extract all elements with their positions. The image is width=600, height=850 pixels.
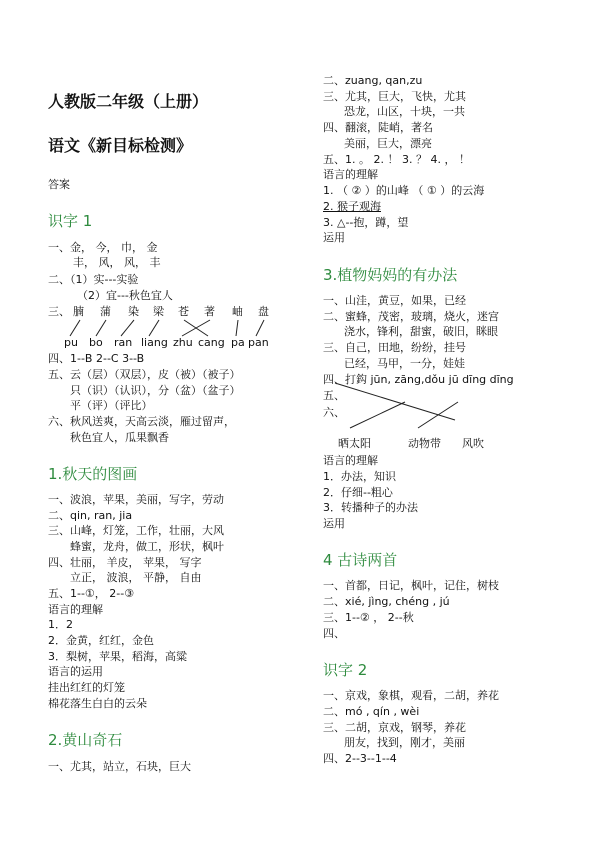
line: 美丽，巨大，漂亮 (344, 137, 432, 150)
match-word: 梁 (153, 305, 164, 318)
line: 一、首都，日记，枫叶，记住，树枝 (323, 579, 499, 592)
line: 三、尤其，巨大，飞快，尤其 (323, 90, 466, 103)
line: 朋友，找到，刚才，美丽 (344, 736, 465, 749)
line: 三、山峰，灯笼，工作，壮丽，大风 (48, 524, 224, 537)
line: 五、云（层）（双层），皮（被）（被子） (48, 368, 241, 381)
section-title-plants: 3.植物妈妈的有办法 (323, 266, 458, 284)
line: 一、波浪，苹果，美丽，写字，劳动 (48, 493, 224, 506)
match-pinyin: bo (89, 336, 103, 349)
match-line (335, 383, 455, 420)
line: 六、 (323, 406, 345, 419)
section-title-huangshan: 2.黄山奇石 (48, 731, 123, 749)
doc-title: 人教版二年级（上册） (48, 92, 209, 111)
line: 三、自己，田地，纷纷，挂号 (323, 341, 466, 354)
match-word: 岫 (232, 305, 243, 318)
match-pinyin: ran (114, 336, 133, 349)
section-title-shizi1: 识字 1 (48, 212, 93, 230)
line: 蜂蜜，龙舟，做工，形状，枫叶 (70, 540, 224, 553)
section-title-shizi2: 识字 2 (323, 661, 368, 679)
match-pinyin: pan (248, 336, 269, 349)
line: 秋色宜人，瓜果飘香 (70, 431, 169, 444)
match-label: 三、 (48, 305, 70, 318)
line: 3．梨树，苹果，稻海，高粱 (48, 650, 187, 663)
line: 四、壮丽， 羊皮， 苹果， 写字 (48, 556, 202, 569)
match-item: 动物带 (408, 437, 441, 450)
line: 已经，马甲，一分，娃娃 (344, 357, 465, 370)
doc-subtitle: 语文《新目标检测》 (48, 136, 193, 155)
line: 2．仔细--粗心 (323, 486, 393, 499)
line: 五、1--①， 2--③ (48, 587, 135, 600)
line: 3. △--抱，蹲，望 (323, 216, 409, 229)
line: 三、1--② ， 2--秋 (323, 611, 414, 624)
match-item: 晒太阳 (338, 437, 371, 450)
line: 浇水，锋利，甜蜜，破旧，眯眼 (344, 325, 498, 338)
line: 二、qin, ran, jia (48, 509, 133, 522)
line: 语言的理解 (48, 603, 103, 616)
line: 1．办法，知识 (323, 470, 396, 483)
match-word: 盘 (258, 305, 269, 318)
match-pinyin: cang (198, 336, 225, 349)
line: 运用 (323, 517, 345, 530)
match-line (350, 402, 405, 428)
line: 三、二胡，京戏，钢琴，养花 (323, 721, 466, 734)
line: 四、1--B 2--C 3--B (48, 352, 145, 365)
section-title-autumn: 1.秋天的图画 (48, 465, 138, 483)
line: 五、 (323, 389, 345, 402)
match-word: 著 (204, 305, 215, 318)
line: 运用 (323, 231, 345, 244)
line: 语言的理解 (323, 168, 378, 181)
line: 四、2--3--1--4 (323, 752, 397, 765)
line: 平（评）（评比） (70, 399, 153, 412)
match-pinyin: pu (64, 336, 78, 349)
match-pinyin: zhu (173, 336, 193, 349)
match-word: 蒲 (100, 305, 111, 318)
line: 一、尤其，站立，石块，巨大 (48, 760, 191, 773)
line: 一、山洼，黄豆，如果，已经 (323, 294, 466, 307)
line: 恐龙，山区，十块，一共 (344, 105, 465, 118)
line: 语言的运用 (48, 665, 103, 678)
match-pinyin: pa (231, 336, 245, 349)
line: 语言的理解 (323, 454, 378, 467)
line: （2）宜---秋色宜人 (77, 289, 173, 302)
answer-label: 答案 (48, 178, 70, 191)
line: 二、（1）实---实验 (48, 273, 139, 286)
section-title-poems: 4 古诗两首 (323, 551, 398, 569)
line: 四、 (323, 627, 345, 640)
match-word: 腩 (73, 305, 84, 318)
line: 2．金黄，红红，金色 (48, 634, 154, 647)
line: 挂出红红的灯笼 (48, 681, 125, 694)
match-word: 染 (128, 305, 139, 318)
line: 棉花落生白白的云朵 (48, 697, 147, 710)
line: 六、秋风送爽，天高云淡，雁过留声， (48, 415, 235, 428)
line: 二、蜜蜂，茂密，玻璃，烧火，迷宫 (323, 310, 499, 323)
match-word: 苍 (178, 305, 189, 318)
match-line (418, 402, 458, 428)
line: 只（识）（认识），分（盆）（盆子） (70, 384, 241, 397)
line: 二、zuang, qan,zu (323, 74, 423, 87)
line: 立正， 波浪， 平静， 自由 (70, 571, 202, 584)
line: 五、1. 。 2. ！ 3. ？ 4. ， ！ (323, 153, 470, 166)
line: 一、金， 今， 巾， 金 (48, 241, 158, 254)
line: 1. （ ② ）的山峰 （ ① ）的云海 (323, 184, 485, 197)
match-pinyin: liang (141, 336, 168, 349)
line: 2. 猴子观海 (323, 200, 381, 213)
line: 二、xié, jìng, chéng , jú (323, 595, 450, 608)
line: 二、mó , qín , wèi (323, 705, 420, 718)
line: 四、打鈎 jūn, zāng,dǒu jū dīng dīng (323, 373, 514, 386)
line: 丰， 风， 风， 丰 (73, 256, 161, 269)
line: 1．2 (48, 618, 73, 631)
line: 一、京戏，象棋，观看，二胡，养花 (323, 689, 499, 702)
match-item: 风吹 (462, 437, 484, 450)
line: 3．转播种子的办法 (323, 501, 418, 514)
line: 四、翻滚，陡峭，著名 (323, 121, 433, 134)
